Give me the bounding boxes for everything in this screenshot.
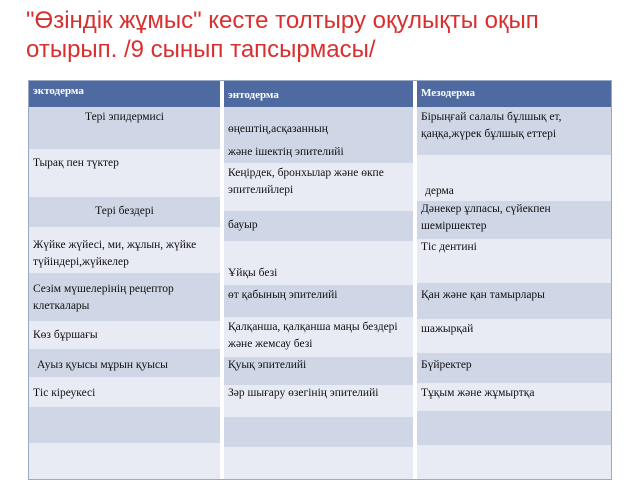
table-cell: Қан және қан тамырлары — [417, 283, 611, 319]
table-cell: бауыр — [224, 211, 413, 241]
table-cell — [29, 407, 220, 443]
table-cell: Ұйқы безі — [224, 241, 413, 285]
table-cell: Тері бездері — [29, 197, 220, 227]
header-endoderm: энтодерма — [224, 81, 413, 107]
table-cell: Қуық эпителийі — [224, 357, 413, 385]
table-cell: Ауыз қуысы мұрын қуысы — [29, 349, 220, 377]
header-mesoderm: Мезодерма — [417, 81, 611, 107]
cell-line: және ішектің эпителийі — [228, 146, 344, 158]
table-cell: Кеңірдек, бронхылар және өкпе эпителийлері — [224, 163, 413, 211]
table-cell: Бүйректер — [417, 353, 611, 383]
column-ectoderm — [29, 81, 220, 479]
table-cell: Тіс дентині — [417, 239, 611, 283]
table-cell — [417, 411, 611, 445]
table-cell: Тіс кіреукесі — [29, 377, 220, 407]
table-cell: Дәнекер ұлпасы, сүйекпен шеміршектер — [417, 201, 611, 239]
table-cell: дерма — [417, 155, 611, 201]
table-cell: Көз бұршағы — [29, 321, 220, 349]
header-ectoderm: эктодерма — [29, 81, 220, 107]
table-cell: Жүйке жүйесі, ми, жұлын, жүйке түйіндері,жүйкелер — [29, 227, 220, 273]
table-cell: Зәр шығару өзегінің эпителийі — [224, 385, 413, 417]
table-cell: Қалқанша, қалқанша маңы бездері және жемсау безі — [224, 317, 413, 357]
table-cell: өт қабының эпителийі — [224, 285, 413, 317]
table-cell: шажырқай — [417, 319, 611, 353]
table-cell: Тырақ пен түктер — [29, 149, 220, 197]
column-divider — [413, 81, 417, 479]
table-cell: Тері эпидермисі — [29, 107, 220, 149]
table-cell: Сезім мүшелерінің рецептор клеткалары — [29, 273, 220, 321]
table-cell — [224, 107, 413, 163]
table-cell — [29, 443, 220, 479]
column-endoderm — [224, 81, 413, 479]
germ-layer-table — [28, 80, 612, 480]
table-cell: Бірыңғай салалы бұлшық ет, қаңқа,жүрек бұлшық еттері — [417, 107, 611, 155]
column-divider — [220, 81, 224, 479]
table-cell — [224, 447, 413, 479]
column-mesoderm — [417, 81, 611, 479]
table-cell — [224, 417, 413, 447]
page-title: "Өзіндік жұмыс" кесте толтыру оқулықты оқып отырып. /9 сынып тапсырмасы/ — [26, 7, 539, 63]
table-cell — [417, 445, 611, 479]
cell-line: өңештің,асқазанның — [228, 123, 328, 135]
table-cell: Тұқым және жұмыртқа — [417, 383, 611, 411]
